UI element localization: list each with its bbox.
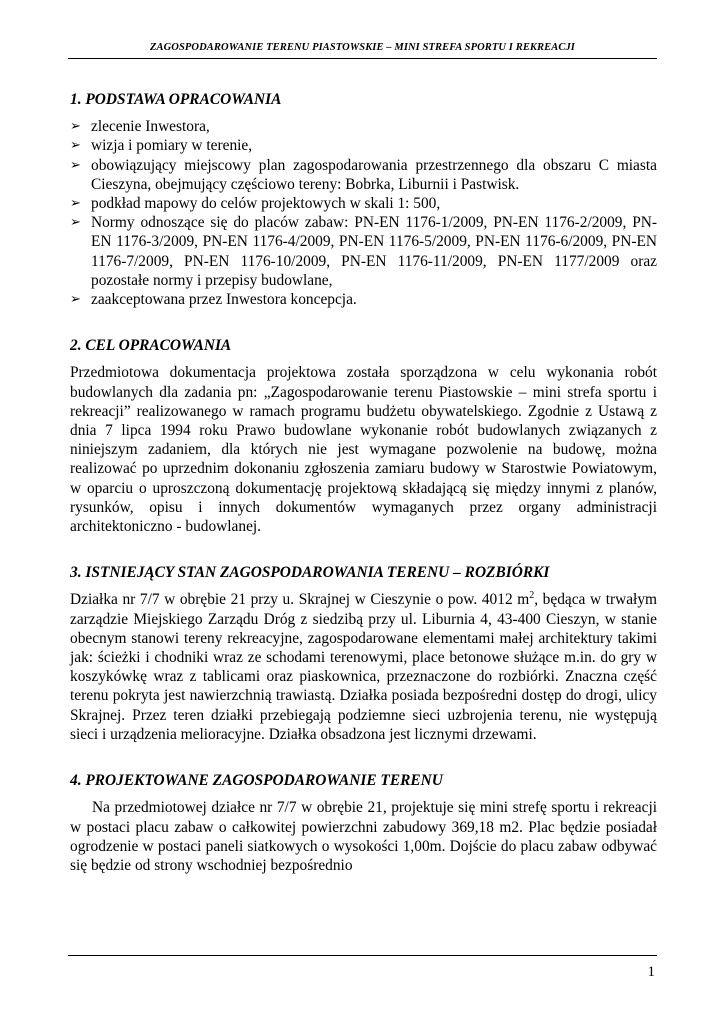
section-paragraph: Na przedmiotowej działce nr 7/7 w obrębie 21, projektuje się mini strefę sportu i rekreacji w postaci placu zabaw o całkowitej powierzchni zabudowy 369,18 m2. Plac będzie posiadał ogrodzenie w postaci paneli siatkowych o wysokości 1,00m. Dojście do placu zabaw odbywać się będzie od strony wschodniej bezpośrednio [70,799,657,874]
section-purpose [70,336,657,536]
footer-rule [68,955,657,956]
list-item: ➢ Normy odnoszące się do placów zabaw: PN-EN 1176-1/2009, PN-EN 1176-2/2009, PN-EN 1176-3/2009, PN-EN 1176-4/2009, PN-EN 1176-5/2009, PN-EN 1176-6/2009, PN-EN 1176-7/2009, PN-EN 1176-10/2009, PN-EN 1176-11/2009, PN-EN 1177/2009 oraz pozostałe normy i przepisy budowlane, [70,214,657,289]
section-heading: 2. CEL OPRACOWANIA [70,337,232,355]
arrow-bullet-icon: ➢ [70,138,81,154]
page-number: 1 [647,964,655,980]
running-header: ZAGOSPODAROWANIE TERENU PIASTOWSKIE – MINI STREFA SPORTU I REKREACJI [150,42,575,53]
document-body [70,90,657,875]
basis-list [70,117,657,309]
arrow-bullet-icon: ➢ [70,157,81,173]
section-existing-state [70,563,657,744]
arrow-bullet-icon: ➢ [70,119,81,135]
section-paragraph: Działka nr 7/7 w obrębie 21 przy u. Skrajnej w Cieszynie o pow. 4012 $m^2$, będąca w trwałym zarządzie Miejskiego Zarządu Dróg z siedzibą przy ul. Liburnia 4, 43-400 Cieszyn, w stanie obecnym stanowi tereny rekreacyjne, zagospodarowane elementami małej architektury takimi jak: ścieżki i chodniki wraz ze schodami terenowymi, place betonowe służące m.in. do gry w koszykówkę wraz z tablicami oraz piaskownica, przeznaczone do rozbiórki. Znaczna część terenu pokryta jest nawierzchnią trawiastą. Działka posiada bezpośredni dostęp do drogi, ulicy Skrajnej. Przez teren działki przebiegają podziemne sieci uzbrojenia terenu, nie występują sieci i urządzenia melioracyjne. Działka obsadzona jest licznymi drzewami. [70,590,657,743]
section-basis [70,90,657,309]
header-rule [68,58,657,59]
section-heading: 3. ISTNIEJĄCY STAN ZAGOSPODAROWANIA TERENU – ROZBIÓRKI [70,564,550,582]
section-heading: 1. PODSTAWA OPRACOWANIA [70,91,282,108]
section-paragraph: Przedmiotowa dokumentacja projektowa została sporządzona w celu wykonania robót budowlanych dla zadania pn: „Zagospodarowanie terenu Piastowskie – mini strefa sportu i rekreacji” realizowanego w ramach programu budżetu obywatelskiego. Zgodnie z Ustawą z dnia 7 lipca 1994 roku Prawo budowlane wykonanie robót budowlanych związanych z niniejszym zadaniem, dla których nie jest wymagane pozwolenie na budowę, można realizować po uprzednim dokonaniu zgłoszenia zamiaru budowy w Starostwie Powiatowym, w oparciu o uproszczoną dokumentację projektową składającą się między innymi z planów, rysunków, opisu i innych dokumentów wymaganych przez organy administracji architektoniczno - budowlanej. [70,364,657,536]
arrow-bullet-icon: ➢ [70,215,81,231]
list-item: ➢ wizja i pomiary w terenie, [70,137,253,155]
arrow-bullet-icon: ➢ [70,292,81,308]
list-item: ➢ obowiązujący miejscowy plan zagospodarowania przestrzennego dla obszaru C miasta Cieszyna, obejmujący częściowo tereny: Bobrka, Liburnii i Pastwisk. [70,156,657,193]
section-heading: 4. PROJEKTOWANE ZAGOSPODAROWANIE TERENU [70,772,443,790]
superscript: 2 [529,590,535,602]
list-item: ➢ zlecenie Inwestora, [70,118,210,136]
arrow-bullet-icon: ➢ [70,196,81,212]
section-design [70,771,657,875]
list-item: ➢ podkład mapowy do celów projektowych w skali 1: 500, [70,195,441,213]
list-item: ➢ zaakceptowana przez Inwestora koncepcja. [70,291,357,309]
